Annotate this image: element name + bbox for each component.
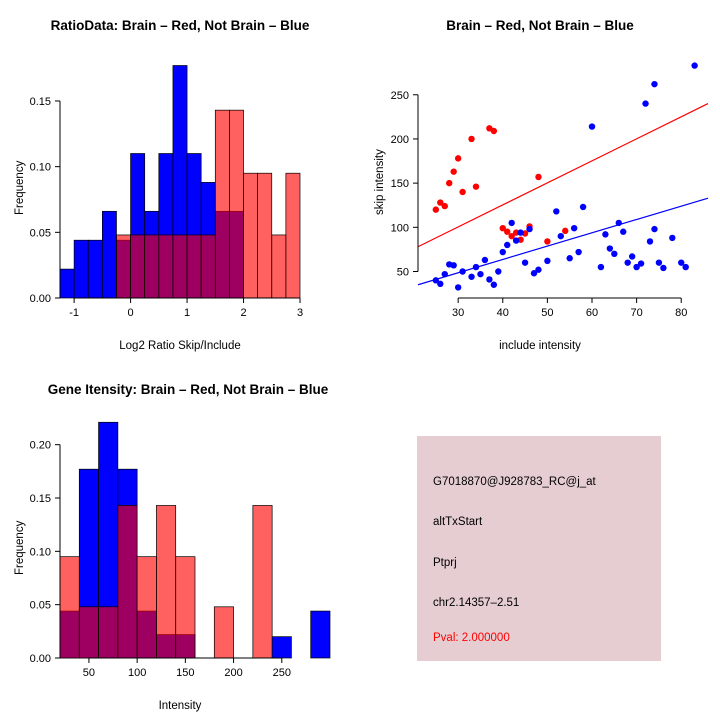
x-tick-label: 1	[183, 307, 191, 319]
scatter-point	[500, 249, 506, 255]
scatter-point	[629, 253, 635, 259]
scatter-point	[459, 268, 465, 274]
scatter-point	[455, 284, 461, 290]
scatter-point	[468, 274, 474, 280]
histogram-bar	[253, 505, 272, 658]
ratio-histogram-title: RatioData: Brain – Red, Not Brain – Blue	[50, 18, 310, 33]
scatter-point	[544, 258, 550, 264]
histogram-bar	[201, 235, 215, 298]
y-tick-label: 0.05	[29, 227, 51, 240]
histogram-bar	[272, 637, 291, 658]
histogram-bar	[173, 235, 187, 298]
x-tick-label: 50	[82, 667, 96, 679]
y-tick-label: 150	[390, 178, 409, 191]
scatter-point	[477, 271, 483, 277]
panel-gene-intensity-histogram	[0, 360, 400, 720]
scatter-point	[607, 245, 613, 251]
y-tick-label: 250	[390, 89, 409, 102]
scatter-series	[433, 125, 569, 245]
scatter-xlabel: include intensity	[499, 340, 581, 352]
scatter-point	[651, 81, 657, 87]
x-tick-label: 0	[127, 307, 134, 319]
scatter-point	[535, 174, 541, 180]
regression-line	[418, 104, 708, 247]
x-tick-label: 250	[272, 667, 291, 679]
scatter-point	[611, 251, 617, 257]
histogram-bar	[131, 235, 145, 298]
histogram-bar	[60, 269, 74, 298]
y-tick-label: 50	[396, 266, 409, 279]
scatter-point	[575, 249, 581, 255]
scatter-point	[526, 226, 532, 232]
scatter-point	[638, 260, 644, 266]
scatter-point	[553, 208, 559, 214]
scatter-point	[624, 259, 630, 265]
scatter-ylabel-wrap	[374, 0, 388, 360]
scatter-plot	[360, 0, 720, 360]
scatter-point	[442, 203, 448, 209]
x-tick-label: 150	[176, 667, 195, 679]
scatter-point	[602, 231, 608, 237]
scatter-point	[558, 233, 564, 239]
scatter-point	[450, 262, 456, 268]
scatter-point	[433, 206, 439, 212]
scatter-point	[562, 228, 568, 234]
ratio-histogram-ylabel: Frequency	[14, 160, 26, 215]
histogram-bar	[258, 173, 272, 298]
y-tick-label: 100	[390, 222, 409, 235]
scatter-point	[513, 237, 519, 243]
histogram-bar	[137, 557, 156, 658]
gene-histogram-title: Gene Itensity: Brain – Red, Not Brain – Blue	[47, 382, 329, 397]
histogram-bar	[102, 211, 116, 298]
scatter-point	[495, 268, 501, 274]
histogram-bar	[214, 607, 233, 658]
ratio-histogram-ylabel-wrap	[14, 0, 28, 360]
scatter-point	[459, 189, 465, 195]
scatter-point	[455, 155, 461, 161]
gene-histogram-ylabel: Frequency	[14, 520, 26, 575]
histogram-bar	[79, 607, 98, 658]
info-line-event-type: altTxStart	[433, 516, 483, 528]
ratio-histogram-xlabel: Log2 Ratio Skip/Include	[119, 340, 241, 352]
x-tick-label: 70	[630, 307, 643, 319]
scatter-point	[571, 225, 577, 231]
scatter-point	[647, 238, 653, 244]
histogram-bar	[74, 240, 88, 298]
scatter-point	[522, 259, 528, 265]
scatter-point	[598, 264, 604, 270]
scatter-point	[486, 276, 492, 282]
panel-ratio-histogram	[0, 0, 360, 360]
ratio-histogram-plot	[0, 0, 360, 360]
info-line-probe: G7018870@J928783_RC@j_at	[433, 476, 596, 488]
scatter-point	[491, 282, 497, 288]
scatter-point	[656, 259, 662, 265]
y-tick-label: 0.00	[29, 653, 51, 665]
y-tick-label: 0.10	[29, 546, 51, 559]
scatter-point	[620, 229, 626, 235]
histogram-bar	[60, 557, 79, 658]
histogram-bar	[99, 607, 118, 658]
scatter-point	[473, 264, 479, 270]
scatter-point	[691, 62, 697, 68]
x-tick-label: -1	[69, 307, 80, 319]
histogram-bar	[116, 235, 130, 298]
scatter-point	[442, 271, 448, 277]
x-tick-label: 200	[224, 667, 243, 679]
scatter-point	[682, 264, 688, 270]
y-tick-label: 0.20	[29, 439, 51, 452]
scatter-point	[589, 123, 595, 129]
scatter-point	[468, 136, 474, 142]
scatter-point	[482, 257, 488, 263]
scatter-title: Brain – Red, Not Brain – Blue	[446, 18, 634, 33]
scatter-point	[544, 238, 550, 244]
scatter-point	[660, 265, 666, 271]
histogram-bar	[156, 505, 175, 658]
x-tick-label: 2	[240, 307, 247, 319]
info-line-locus: chr2.14357–2.51	[433, 597, 520, 609]
histogram-bar	[159, 235, 173, 298]
y-tick-label: 0.15	[29, 95, 51, 108]
scatter-point	[504, 242, 510, 248]
histogram-bar	[145, 235, 159, 298]
histogram-bar	[229, 110, 243, 298]
x-tick-label: 50	[541, 307, 554, 319]
gene-histogram-ylabel-wrap	[14, 360, 28, 720]
scatter-point	[616, 220, 622, 226]
gene-info-panel	[417, 436, 661, 661]
scatter-ylabel: skip intensity	[374, 149, 386, 215]
scatter-point	[437, 281, 443, 287]
x-tick-label: 30	[452, 307, 465, 319]
scatter-point	[446, 180, 452, 186]
scatter-point	[642, 100, 648, 106]
histogram-bar	[286, 173, 300, 298]
y-tick-label: 0.15	[29, 493, 51, 505]
histogram-bar	[187, 235, 201, 298]
scatter-point	[669, 235, 675, 241]
x-tick-label: 100	[127, 667, 147, 679]
y-tick-label: 0.05	[29, 599, 51, 612]
x-tick-label: 80	[675, 307, 688, 319]
y-tick-label: 0.10	[29, 161, 51, 174]
histogram-bar	[176, 557, 195, 658]
info-line-pval: Pval: 2.000000	[433, 632, 510, 644]
x-tick-label: 40	[496, 307, 509, 319]
histogram-bar	[118, 505, 137, 658]
scatter-point	[508, 220, 514, 226]
scatter-point	[566, 255, 572, 261]
x-tick-label: 3	[296, 307, 304, 319]
histogram-bar	[244, 173, 258, 298]
scatter-point	[473, 183, 479, 189]
scatter-point	[450, 168, 456, 174]
x-tick-label: 60	[585, 307, 599, 319]
y-tick-label: 200	[390, 133, 409, 146]
scatter-point	[651, 226, 657, 232]
scatter-point	[517, 229, 523, 235]
scatter-point	[535, 267, 541, 273]
histogram-bar	[272, 235, 286, 298]
y-tick-label: 0.00	[29, 293, 51, 305]
scatter-series	[433, 62, 698, 290]
scatter-point	[491, 128, 497, 134]
gene-histogram-xlabel: Intensity	[158, 700, 202, 712]
panel-intensity-scatter	[360, 0, 720, 360]
histogram-bar	[311, 611, 330, 658]
histogram-bar	[88, 240, 102, 298]
histogram-bar	[215, 110, 229, 298]
scatter-point	[580, 204, 586, 210]
gene-histogram-plot	[0, 360, 400, 720]
info-line-gene: Ptprj	[433, 557, 457, 569]
